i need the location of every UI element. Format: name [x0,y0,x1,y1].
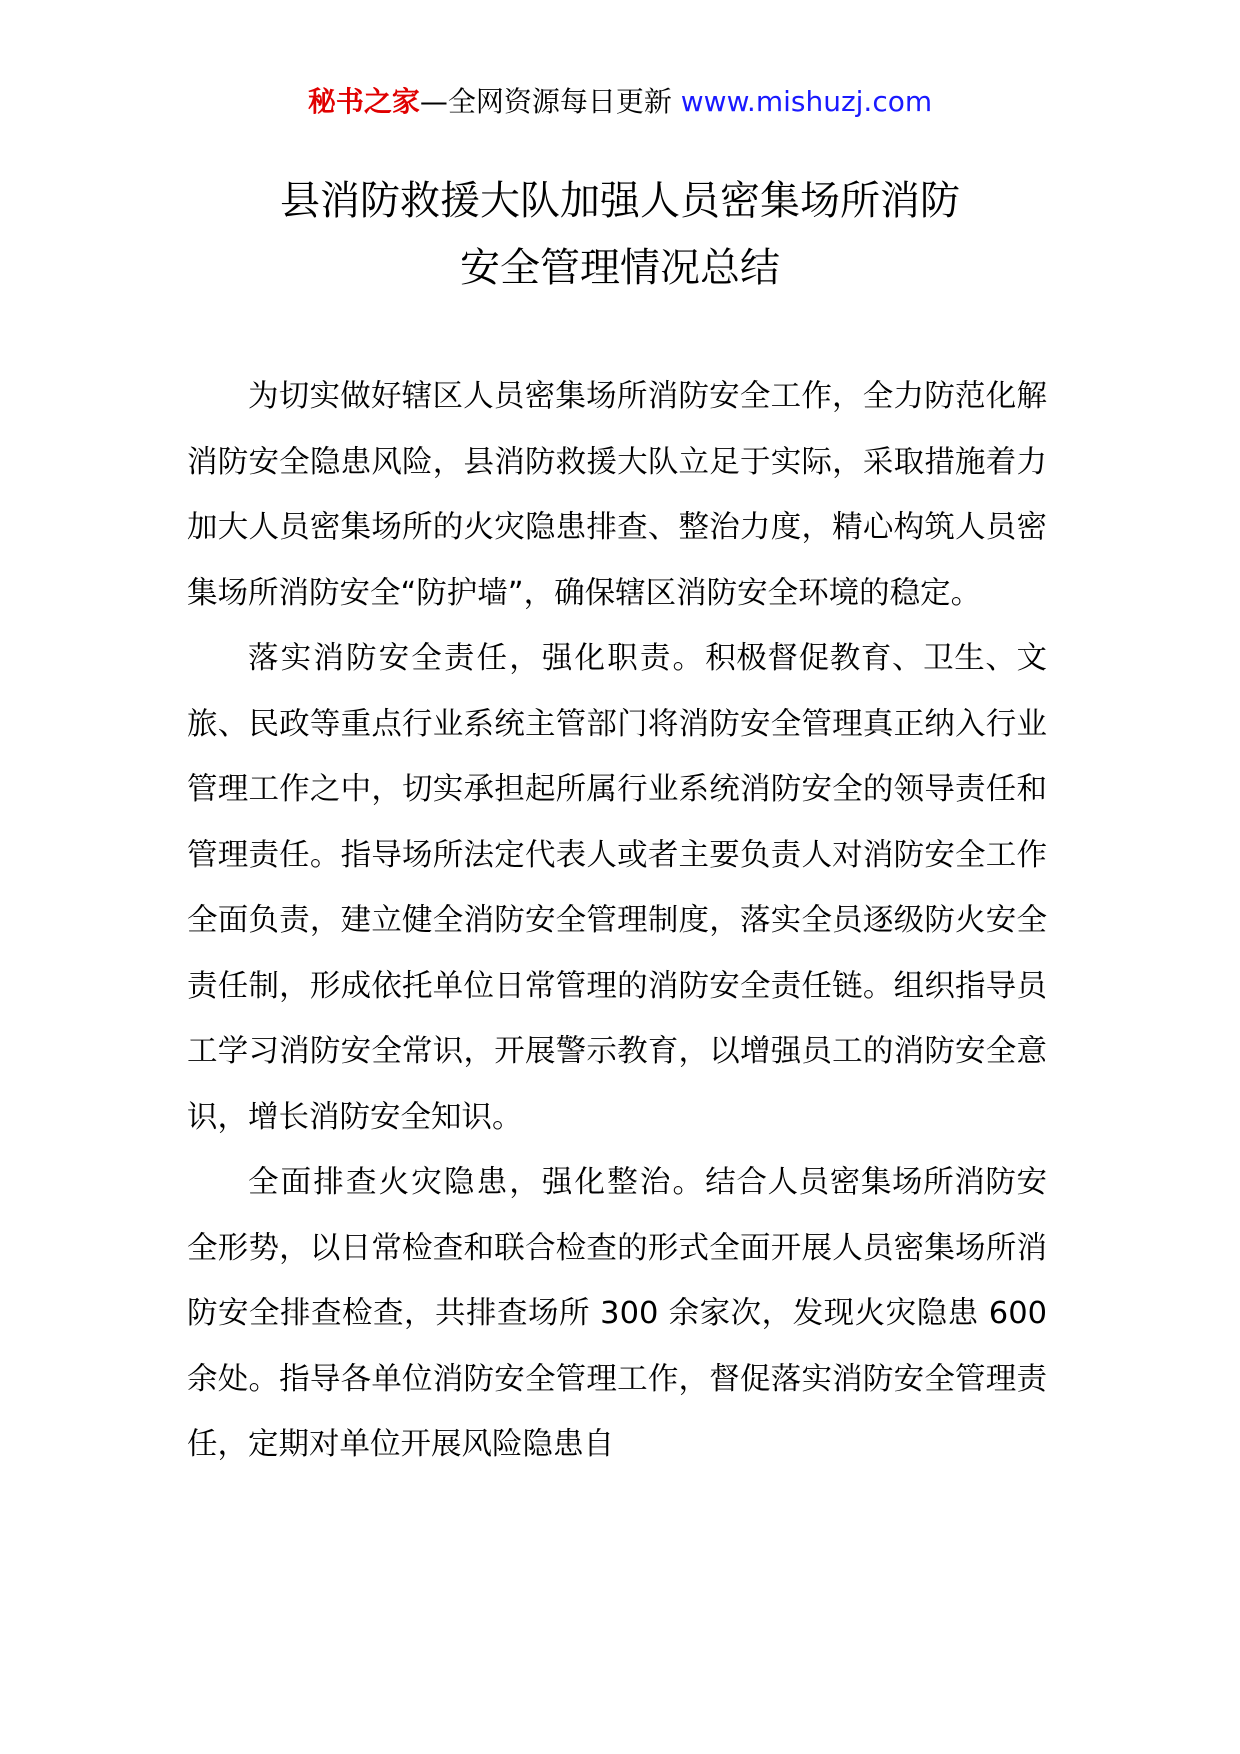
site-url[interactable]: www.mishuzj.com [680,85,933,118]
paragraph-inspection [187,1150,1047,1478]
paragraph-intro: 为切实做好辖区人员密集场所消防安全工作，全力防范化解消防安全隐患风险，县消防救援大队立足于实际，采取措施着力加大人员密集场所的火灾隐患排查、整治力度，精心构筑人员密集场所消防安全“防护墙”，确保辖区消防安全环境的稳定。 [187,379,1047,611]
paragraph-inspection-text: 结合人员密集场所消防安全形势，以日常检查和联合检查的形式全面开展人员密集场所消防安全排查检查，共排查场所 300 余家次，发现火灾隐患 600 余处。指导各单位消防安全管理工作，督促落实消防安全管理责任，定期对单位开展风险隐患自 [187,1165,1047,1462]
site-header [0,84,1240,120]
site-tagline: —全网资源每日更新 [419,85,681,118]
paragraph-responsibility-text: 积极督促教育、卫生、文旅、民政等重点行业系统主管部门将消防安全管理真正纳入行业管理工作之中，切实承担起所属行业系统消防安全的领导责任和管理责任。指导场所法定代表人或者主要负责人对消防安全工作全面负责，建立健全消防安全管理制度，落实全员逐级防火安全责任制，形成依托单位日常管理的消防安全责任链。组织指导员工学习消防安全常识，开展警示教育，以增强员工的消防安全意识，增长消防安全知识。 [187,641,1047,1135]
document-title-line-2: 安全管理情况总结 [460,245,780,291]
site-brand: 秘书之家 [307,85,420,118]
paragraph-inspection-heading: 全面排查火灾隐患，强化整治。 [248,1165,706,1200]
document-title-line-1: 县消防救援大队加强人员密集场所消防 [280,178,960,224]
document-body [187,364,1047,1478]
document-title [0,168,1240,302]
paragraph-responsibility [187,626,1047,1150]
paragraph-responsibility-heading: 落实消防安全责任，强化职责。 [248,641,706,676]
